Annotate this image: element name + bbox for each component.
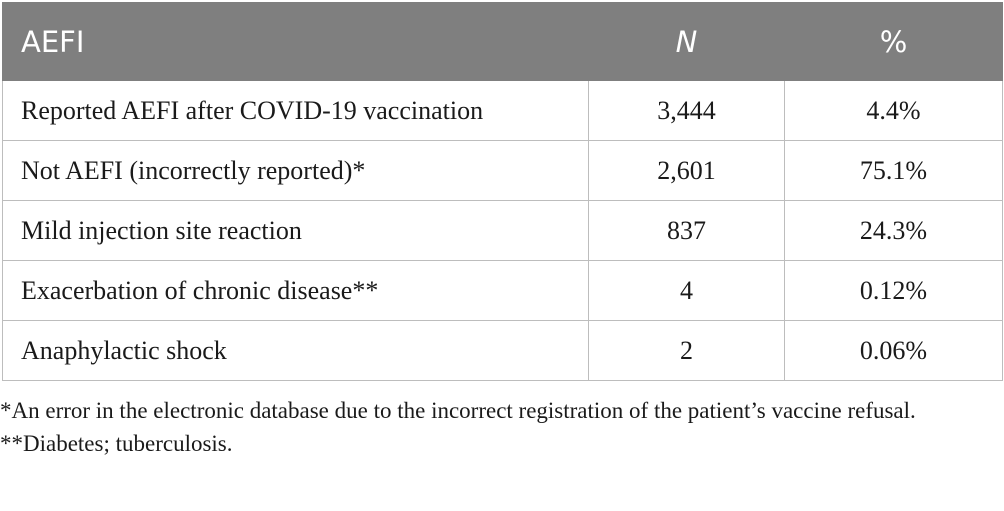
row-n: 837 — [589, 201, 785, 261]
header-row — [3, 3, 1003, 81]
row-label: Exacerbation of chronic disease** — [3, 261, 589, 321]
row-label: Not AEFI (incorrectly reported)* — [3, 141, 589, 201]
row-n: 3,444 — [589, 81, 785, 141]
row-label: Anaphylactic shock — [3, 321, 589, 381]
row-percent: 24.3% — [785, 201, 1003, 261]
header-percent: % — [785, 3, 1003, 81]
table-footnotes — [0, 394, 1000, 460]
table-row — [3, 321, 1003, 381]
table-row — [3, 141, 1003, 201]
table-body — [3, 81, 1003, 381]
row-percent: 0.12% — [785, 261, 1003, 321]
table-header — [3, 3, 1003, 81]
row-n: 2,601 — [589, 141, 785, 201]
row-percent: 75.1% — [785, 141, 1003, 201]
table-row — [3, 261, 1003, 321]
header-n: N — [589, 3, 785, 81]
table-row — [3, 81, 1003, 141]
row-label: Mild injection site reaction — [3, 201, 589, 261]
row-label: Reported AEFI after COVID-19 vaccination — [3, 81, 589, 141]
row-percent: 4.4% — [785, 81, 1003, 141]
table-row — [3, 201, 1003, 261]
row-n: 2 — [589, 321, 785, 381]
footnote-database-error: *An error in the electronic database due to the incorrect registration of the patient’s vaccine refusal. — [0, 398, 916, 423]
header-aefi: AEFI — [3, 3, 589, 81]
footnote-chronic-disease: **Diabetes; tuberculosis. — [0, 431, 233, 456]
aefi-table — [2, 2, 1003, 381]
row-percent: 0.06% — [785, 321, 1003, 381]
row-n: 4 — [589, 261, 785, 321]
